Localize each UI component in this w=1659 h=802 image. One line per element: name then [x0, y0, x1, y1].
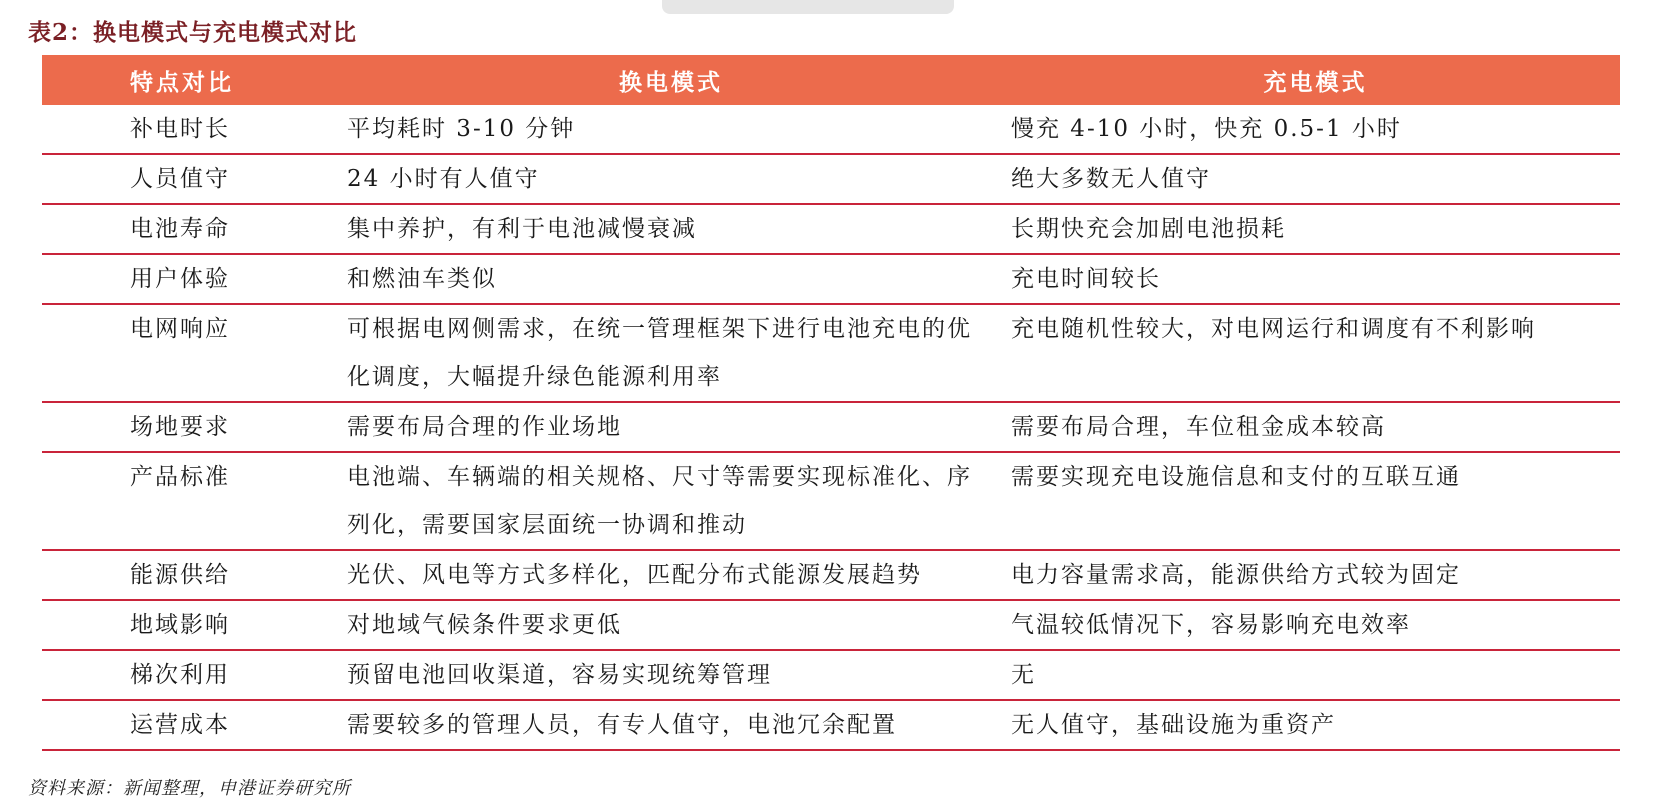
- comparison-table: [42, 55, 1620, 751]
- cell-charge-mode: 电力容量需求高，能源供给方式较为固定: [1011, 562, 1461, 588]
- cell-feature: 运营成本: [130, 712, 230, 738]
- cell-feature: 梯次利用: [130, 662, 230, 688]
- table-row: [42, 105, 1620, 154]
- table-body: [42, 105, 1620, 750]
- source-note: 资料来源：新闻整理，申港证券研究所: [28, 778, 351, 799]
- cell-charge-mode: 无人值守，基础设施为重资产: [1011, 712, 1336, 738]
- cell-charge-mode: 绝大多数无人值守: [1011, 166, 1211, 192]
- cell-swap-mode: 24 小时有人值守: [347, 166, 540, 192]
- cell-feature: 补电时长: [130, 116, 230, 142]
- table-row: [42, 254, 1620, 304]
- cell-charge-mode: 长期快充会加剧电池损耗: [1011, 216, 1286, 242]
- cell-feature: 电池寿命: [130, 216, 230, 242]
- cell-charge-mode: 慢充 4-10 小时，快充 0.5-1 小时: [1011, 116, 1402, 142]
- table-caption: 表2：换电模式与充电模式对比: [28, 19, 358, 46]
- table-row: [42, 402, 1620, 452]
- table-row: [42, 700, 1620, 750]
- cell-feature: 地域影响: [130, 612, 230, 638]
- cell-swap-mode: 对地域气候条件要求更低: [347, 612, 622, 638]
- cell-charge-mode: 需要实现充电设施信息和支付的互联互通: [1011, 464, 1461, 490]
- cell-charge-mode: 无: [1011, 662, 1036, 688]
- cell-swap-mode: 可根据电网侧需求，在统一管理框架下进行电池充电的优化调度，大幅提升绿色能源利用率: [347, 316, 972, 390]
- header-charge-mode: 充电模式: [1011, 55, 1620, 105]
- cell-swap-mode: 预留电池回收渠道，容易实现统筹管理: [347, 662, 772, 688]
- cell-feature: 场地要求: [130, 414, 230, 440]
- cell-feature: 人员值守: [130, 166, 230, 192]
- header-feature: 特点对比: [42, 55, 331, 105]
- cell-feature: 产品标准: [130, 464, 230, 490]
- cell-feature: 能源供给: [130, 562, 230, 588]
- table-row: [42, 154, 1620, 204]
- cell-swap-mode: 平均耗时 3-10 分钟: [347, 116, 576, 142]
- comparison-table-container: [42, 55, 1620, 751]
- cell-feature: 电网响应: [130, 316, 230, 342]
- cell-charge-mode: 需要布局合理，车位租金成本较高: [1011, 414, 1386, 440]
- table-row: [42, 204, 1620, 254]
- cell-swap-mode: 电池端、车辆端的相关规格、尺寸等需要实现标准化、序列化，需要国家层面统一协调和推动: [347, 464, 972, 538]
- cell-swap-mode: 需要布局合理的作业场地: [347, 414, 622, 440]
- cell-swap-mode: 需要较多的管理人员，有专人值守，电池冗余配置: [347, 712, 897, 738]
- table-row: [42, 304, 1620, 402]
- table-row: [42, 452, 1620, 550]
- table-row: [42, 550, 1620, 600]
- table-row: [42, 650, 1620, 700]
- header-swap-mode: 换电模式: [331, 55, 1011, 105]
- cell-feature: 用户体验: [130, 266, 230, 292]
- cell-swap-mode: 光伏、风电等方式多样化，匹配分布式能源发展趋势: [347, 562, 922, 588]
- cell-swap-mode: 和燃油车类似: [347, 266, 497, 292]
- cell-charge-mode: 充电时间较长: [1011, 266, 1161, 292]
- cell-charge-mode: 气温较低情况下，容易影响充电效率: [1011, 612, 1411, 638]
- cell-swap-mode: 集中养护，有利于电池减慢衰减: [347, 216, 697, 242]
- header-row: [42, 55, 1620, 105]
- table-row: [42, 600, 1620, 650]
- cell-charge-mode: 充电随机性较大，对电网运行和调度有不利影响: [1011, 316, 1536, 342]
- table-header: [42, 55, 1620, 105]
- top-tab-decoration: [662, 0, 954, 14]
